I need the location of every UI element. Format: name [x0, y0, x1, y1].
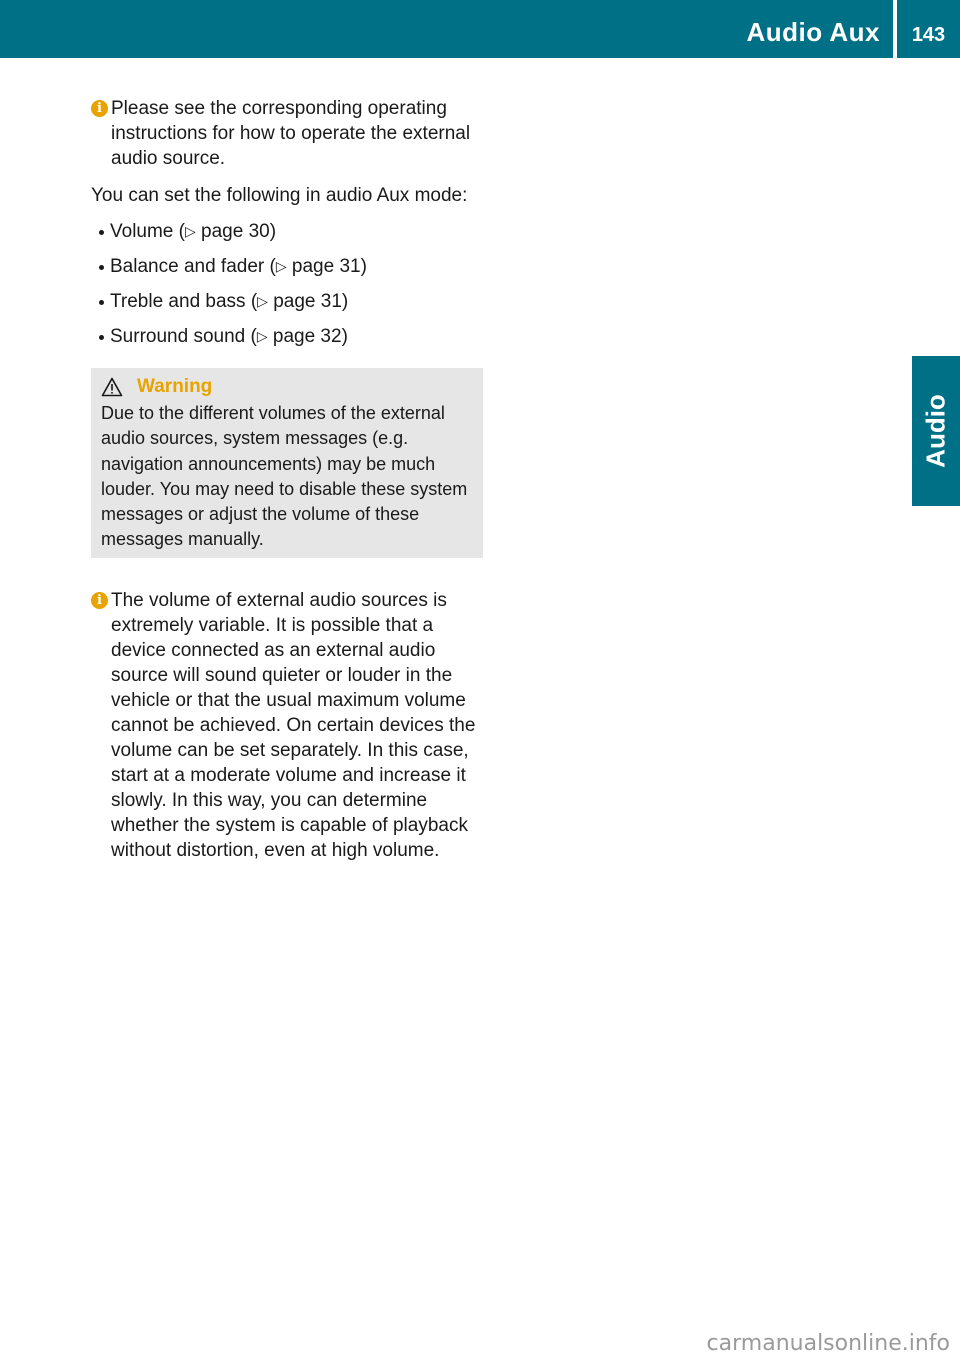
warning-title: Warning: [137, 376, 213, 397]
bullet-icon: [99, 265, 104, 270]
page-ref-arrow-icon: ▷: [184, 223, 196, 239]
list-item-label: Treble and bass (: [110, 291, 258, 312]
page-ref-link[interactable]: page 31): [267, 291, 349, 312]
page-ref-arrow-icon: ▷: [257, 293, 268, 309]
page-ref-link[interactable]: page 32): [267, 326, 348, 347]
content-column: [91, 96, 483, 875]
list-item: [99, 249, 483, 284]
info-icon: i: [91, 592, 108, 609]
info-icon: i: [91, 100, 108, 117]
bullet-icon: [99, 300, 104, 305]
section-title: Audio Aux: [746, 17, 880, 47]
page-ref-arrow-icon: ▷: [256, 328, 268, 344]
warning-header: [101, 374, 473, 399]
list-item-label: Surround sound (: [110, 326, 257, 347]
info-note-text: The volume of external audio sources is extremely variable. It is possible that a device connected as an external audio source will sound quieter or louder in the vehicle or that the usual maximum volume cannot be achieved. On certain devices the volume can be set separately. In this case, start at a moderate volume and increase it slowly. In this way, you can determine whether the system is capable of playback without distortion, even at high volume.: [111, 590, 476, 862]
list-item: [99, 284, 483, 319]
page-number: 143: [911, 24, 946, 46]
info-note-operating: [91, 96, 483, 171]
list-item-label: Volume (: [110, 221, 185, 242]
side-tab[interactable]: [912, 356, 960, 506]
warning-text: Due to the different volumes of the external audio sources, system messages (e.g. navigation announcements) may be much louder. You may need to disable these system messages or adjust the volume of these messages manually.: [101, 403, 468, 550]
bullet-icon: [99, 335, 104, 340]
page-ref-arrow-icon: ▷: [275, 258, 287, 274]
bullet-icon: [99, 230, 104, 235]
page-ref-link[interactable]: page 30): [195, 221, 277, 242]
watermark: carmanualsonline.info: [706, 1331, 950, 1356]
page-ref-link[interactable]: page 31): [286, 256, 367, 277]
list-item-label: Balance and fader (: [110, 256, 276, 277]
header-bar: [0, 0, 960, 58]
settings-intro: You can set the following in audio Aux mode:: [91, 185, 468, 206]
list-item: [99, 214, 483, 249]
side-tab-label: Audio: [920, 394, 951, 468]
warning-triangle-icon: [101, 377, 123, 397]
list-item: [99, 319, 483, 354]
settings-list: [91, 214, 483, 354]
info-note-volume: [91, 588, 483, 863]
info-note-text: Please see the corresponding operating instructions for how to operate the external audio source.: [111, 98, 471, 169]
warning-box: [91, 368, 483, 558]
